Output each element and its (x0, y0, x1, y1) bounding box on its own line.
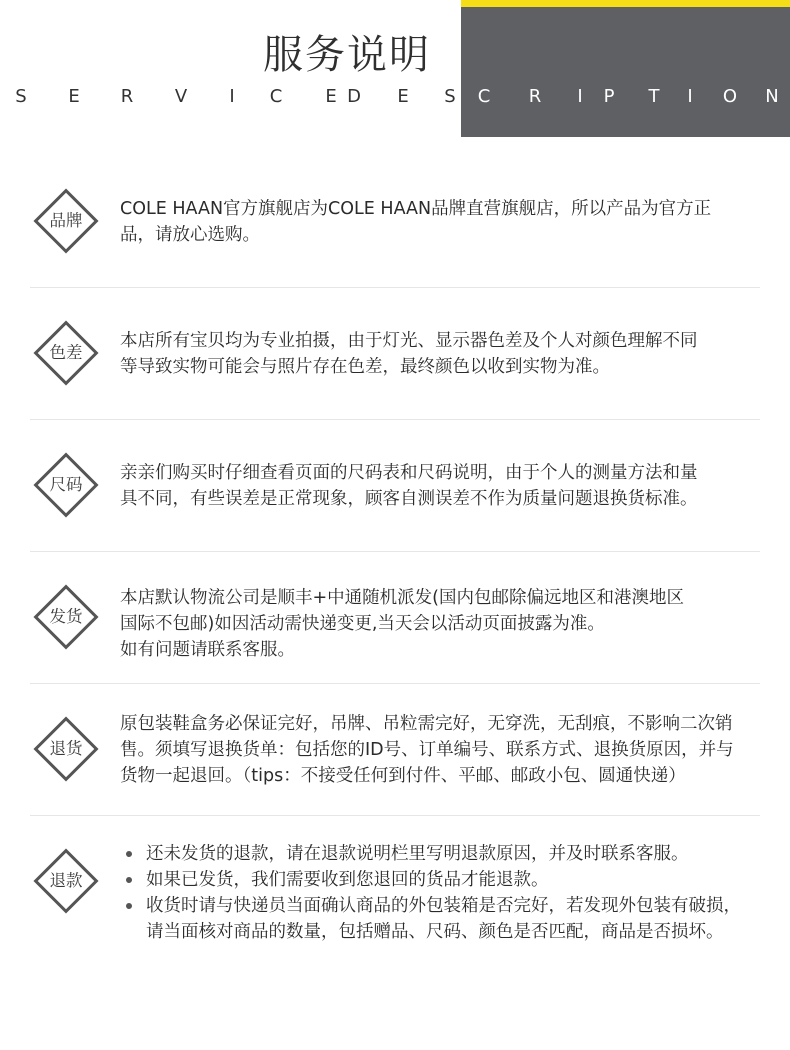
subtitle-letter: C (477, 86, 491, 107)
divider (30, 287, 760, 288)
list-item (120, 841, 760, 867)
badge-label: 发货 (49, 607, 83, 626)
badge-size (30, 449, 102, 521)
subtitle-letter: N (765, 86, 779, 107)
text-line: 国际不包邮)如因活动需快递变更,当天会以活动页面披露为准。 (120, 614, 605, 634)
refund-bullet-list (120, 841, 760, 945)
text-line: 收货时请与快递员当面确认商品的外包装箱是否完好，若发现外包装有破损， (146, 896, 741, 916)
header (0, 0, 790, 137)
subtitle-letter: V (174, 86, 188, 107)
badge-color-difference (30, 317, 102, 389)
subtitle-letter: C (269, 86, 283, 107)
item-description (120, 585, 760, 663)
subtitle-letter: D (347, 86, 361, 107)
badge-refund (30, 845, 102, 917)
text-line: 如果已发货，我们需要收到您退回的货品才能退款。 (146, 870, 549, 890)
bullet-dot-icon (126, 851, 132, 857)
item-description (120, 460, 760, 512)
subtitle-letter: I (687, 86, 693, 107)
text-line: 原包装鞋盒务必保证完好，吊牌、吊粒需完好，无穿洗，无刮痕，不影响二次销 (120, 714, 733, 734)
badge-label: 尺码 (49, 475, 83, 494)
subtitle-letter: O (722, 86, 738, 107)
text-line: 具不同，有些误差是正常现象，顾客自测误差不作为质量问题退换货标准。 (120, 489, 698, 509)
subtitle-letter: R (528, 86, 542, 107)
badge-label: 退款 (49, 871, 83, 890)
text-line: 货物一起退回。（tips：不接受任何到付件、平邮、邮政小包、圆通快递） (120, 766, 686, 786)
subtitle-letter: E (68, 86, 80, 107)
subtitle-letter: R (120, 86, 134, 107)
divider (30, 683, 760, 684)
text-line: COLE HAAN官方旗舰店为COLE HAAN品牌直营旗舰店，所以产品为官方正 (120, 199, 712, 219)
divider (30, 815, 760, 816)
subtitle-letter: T (648, 86, 660, 107)
badge-shipping (30, 581, 102, 653)
item-description (120, 711, 760, 789)
service-item-color-difference (0, 317, 790, 407)
list-item (120, 893, 760, 945)
list-item (120, 867, 760, 893)
subtitle-service-description (0, 86, 790, 108)
service-item-shipping (0, 581, 790, 671)
page-title: 服务说明 (263, 32, 431, 78)
subtitle-letter: P (603, 86, 615, 107)
item-description (120, 841, 760, 945)
subtitle-letter: E (397, 86, 409, 107)
text-line: 品，请放心选购。 (120, 225, 260, 245)
text-line: 还未发货的退款，请在退款说明栏里写明退款原因，并及时联系客服。 (146, 844, 689, 864)
service-item-returns (0, 713, 790, 803)
text-line: 本店所有宝贝均为专业拍摄，由于灯光、显示器色差及个人对颜色理解不同 (120, 331, 698, 351)
badge-brand (30, 185, 102, 257)
divider (30, 551, 760, 552)
header-accent-bar (461, 0, 790, 7)
text-line: 本店默认物流公司是顺丰+中通随机派发(国内包邮除偏远地区和港澳地区 (120, 588, 684, 608)
subtitle-letter: E (325, 86, 337, 107)
badge-label: 色差 (49, 343, 83, 362)
service-item-refund (0, 845, 790, 955)
subtitle-letter: S (15, 86, 27, 107)
text-line: 售。须填写退换货单：包括您的ID号、订单编号、联系方式、退换货原因，并与 (120, 740, 734, 760)
text-line: 请当面核对商品的数量，包括赠品、尺码、颜色是否匹配，商品是否损坏。 (146, 922, 724, 942)
text-line: 亲亲们购买时仔细查看页面的尺码表和尺码说明，由于个人的测量方法和量 (120, 463, 698, 483)
badge-label: 品牌 (49, 211, 83, 230)
badge-returns (30, 713, 102, 785)
item-description (120, 328, 760, 380)
text-line: 等导致实物可能会与照片存在色差，最终颜色以收到实物为准。 (120, 357, 610, 377)
bullet-dot-icon (126, 903, 132, 909)
divider (30, 419, 760, 420)
subtitle-letter: I (577, 86, 583, 107)
text-line: 如有问题请联系客服。 (120, 640, 295, 660)
item-description (120, 196, 760, 248)
subtitle-letter: I (229, 86, 235, 107)
badge-label: 退货 (49, 739, 83, 758)
bullet-dot-icon (126, 877, 132, 883)
service-item-brand (0, 185, 790, 275)
subtitle-letter: S (444, 86, 456, 107)
service-item-size (0, 449, 790, 539)
